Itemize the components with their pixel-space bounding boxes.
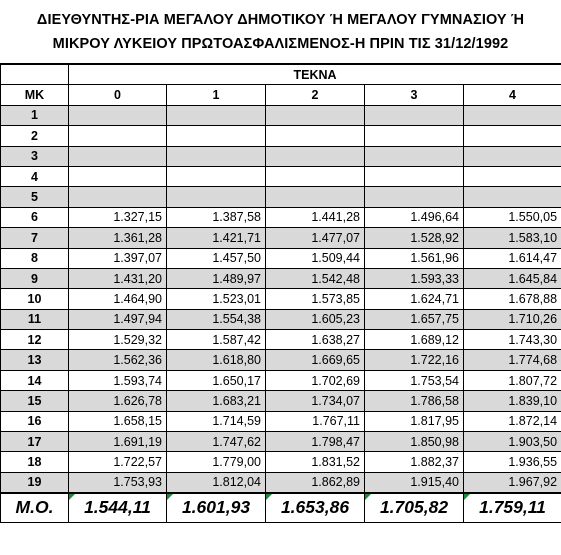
mk-cell: 4 bbox=[1, 166, 69, 186]
mk-cell: 2 bbox=[1, 126, 69, 146]
value-cell: 1.657,75 bbox=[365, 309, 464, 329]
value-cell: 1.798,47 bbox=[266, 432, 365, 452]
mk-cell: 18 bbox=[1, 452, 69, 472]
table-row bbox=[1, 105, 561, 125]
average-value: 1.759,11 bbox=[464, 493, 561, 523]
value-cell bbox=[266, 187, 365, 207]
value-cell: 1.397,07 bbox=[69, 248, 167, 268]
column-header: 4 bbox=[464, 85, 561, 105]
value-cell bbox=[266, 166, 365, 186]
value-cell bbox=[167, 166, 266, 186]
value-cell bbox=[167, 105, 266, 125]
value-cell: 1.624,71 bbox=[365, 289, 464, 309]
value-cell bbox=[69, 187, 167, 207]
average-value: 1.601,93 bbox=[167, 493, 266, 523]
value-cell bbox=[266, 126, 365, 146]
value-cell: 1.839,10 bbox=[464, 391, 561, 411]
value-cell: 1.650,17 bbox=[167, 370, 266, 390]
value-cell: 1.431,20 bbox=[69, 268, 167, 288]
value-cell bbox=[464, 105, 561, 125]
value-cell: 1.361,28 bbox=[69, 228, 167, 248]
value-cell: 1.714,59 bbox=[167, 411, 266, 431]
value-cell: 1.882,37 bbox=[365, 452, 464, 472]
table-row bbox=[1, 411, 561, 431]
value-cell: 1.678,88 bbox=[464, 289, 561, 309]
mk-cell: 9 bbox=[1, 268, 69, 288]
value-cell: 1.457,50 bbox=[167, 248, 266, 268]
value-cell: 1.747,62 bbox=[167, 432, 266, 452]
value-cell bbox=[464, 166, 561, 186]
value-cell: 1.862,89 bbox=[266, 472, 365, 492]
table-row bbox=[1, 187, 561, 207]
value-cell bbox=[464, 126, 561, 146]
table-row bbox=[1, 472, 561, 492]
mk-cell: 17 bbox=[1, 432, 69, 452]
value-cell: 1.850,98 bbox=[365, 432, 464, 452]
value-cell: 1.915,40 bbox=[365, 472, 464, 492]
value-cell bbox=[167, 187, 266, 207]
mk-cell: 5 bbox=[1, 187, 69, 207]
value-cell: 1.872,14 bbox=[464, 411, 561, 431]
value-cell: 1.550,05 bbox=[464, 207, 561, 227]
value-cell: 1.638,27 bbox=[266, 330, 365, 350]
value-cell bbox=[464, 146, 561, 166]
value-cell: 1.831,52 bbox=[266, 452, 365, 472]
table-row bbox=[1, 207, 561, 227]
value-cell: 1.618,80 bbox=[167, 350, 266, 370]
value-cell: 1.477,07 bbox=[266, 228, 365, 248]
mk-cell: 16 bbox=[1, 411, 69, 431]
value-cell bbox=[167, 126, 266, 146]
value-cell bbox=[69, 105, 167, 125]
column-header-row bbox=[1, 85, 561, 105]
column-header: 1 bbox=[167, 85, 266, 105]
value-cell: 1.645,84 bbox=[464, 268, 561, 288]
table-body bbox=[1, 105, 561, 492]
mk-cell: 3 bbox=[1, 146, 69, 166]
value-cell bbox=[266, 146, 365, 166]
value-cell bbox=[69, 146, 167, 166]
value-cell: 1.683,21 bbox=[167, 391, 266, 411]
value-cell bbox=[365, 187, 464, 207]
value-cell bbox=[266, 105, 365, 125]
table-row bbox=[1, 350, 561, 370]
value-cell: 1.807,72 bbox=[464, 370, 561, 390]
value-cell: 1.421,71 bbox=[167, 228, 266, 248]
value-cell bbox=[365, 126, 464, 146]
value-cell: 1.593,74 bbox=[69, 370, 167, 390]
mk-cell: 15 bbox=[1, 391, 69, 411]
value-cell: 1.967,92 bbox=[464, 472, 561, 492]
mk-cell: 8 bbox=[1, 248, 69, 268]
average-row bbox=[1, 493, 561, 523]
average-value: 1.544,11 bbox=[69, 493, 167, 523]
mk-cell: 7 bbox=[1, 228, 69, 248]
value-cell: 1.573,85 bbox=[266, 289, 365, 309]
table-row bbox=[1, 391, 561, 411]
value-cell: 1.583,10 bbox=[464, 228, 561, 248]
value-cell: 1.743,30 bbox=[464, 330, 561, 350]
table-row bbox=[1, 330, 561, 350]
value-cell: 1.767,11 bbox=[266, 411, 365, 431]
mk-cell: 10 bbox=[1, 289, 69, 309]
value-cell: 1.689,12 bbox=[365, 330, 464, 350]
value-cell: 1.702,69 bbox=[266, 370, 365, 390]
value-cell bbox=[464, 187, 561, 207]
value-cell: 1.903,50 bbox=[464, 432, 561, 452]
value-cell: 1.614,47 bbox=[464, 248, 561, 268]
value-cell: 1.710,26 bbox=[464, 309, 561, 329]
value-cell: 1.605,23 bbox=[266, 309, 365, 329]
average-value: 1.705,82 bbox=[365, 493, 464, 523]
value-cell: 1.722,57 bbox=[69, 452, 167, 472]
table-row bbox=[1, 228, 561, 248]
mk-header: ΜΚ bbox=[1, 85, 69, 105]
column-header: 0 bbox=[69, 85, 167, 105]
value-cell: 1.441,28 bbox=[266, 207, 365, 227]
value-cell: 1.509,44 bbox=[266, 248, 365, 268]
value-cell: 1.658,15 bbox=[69, 411, 167, 431]
average-label: Μ.Ο. bbox=[1, 493, 69, 523]
value-cell bbox=[69, 166, 167, 186]
column-header: 3 bbox=[365, 85, 464, 105]
value-cell: 1.626,78 bbox=[69, 391, 167, 411]
value-cell: 1.669,65 bbox=[266, 350, 365, 370]
value-cell: 1.774,68 bbox=[464, 350, 561, 370]
value-cell bbox=[365, 105, 464, 125]
value-cell: 1.812,04 bbox=[167, 472, 266, 492]
value-cell: 1.542,48 bbox=[266, 268, 365, 288]
value-cell: 1.753,93 bbox=[69, 472, 167, 492]
corner-cell bbox=[1, 65, 69, 85]
value-cell: 1.327,15 bbox=[69, 207, 167, 227]
value-cell: 1.734,07 bbox=[266, 391, 365, 411]
value-cell: 1.817,95 bbox=[365, 411, 464, 431]
document-title bbox=[0, 0, 561, 64]
table-row bbox=[1, 268, 561, 288]
column-header: 2 bbox=[266, 85, 365, 105]
value-cell: 1.554,38 bbox=[167, 309, 266, 329]
value-cell: 1.786,58 bbox=[365, 391, 464, 411]
value-cell: 1.561,96 bbox=[365, 248, 464, 268]
table-row bbox=[1, 452, 561, 472]
mk-cell: 6 bbox=[1, 207, 69, 227]
children-group-header: ΤΕΚΝΑ bbox=[69, 65, 561, 85]
value-cell bbox=[365, 146, 464, 166]
table-row bbox=[1, 166, 561, 186]
title-line-1: ΔΙΕΥΘΥΝΤΗΣ-ΡΙΑ ΜΕΓΑΛΟΥ ΔΗΜΟΤΙΚΟΥ Ή ΜΕΓΑΛΟΥ ΓΥΜΝΑΣΙΟΥ Ή bbox=[36, 11, 525, 28]
mk-cell: 11 bbox=[1, 309, 69, 329]
value-cell: 1.936,55 bbox=[464, 452, 561, 472]
title-line-2: ΜΙΚΡΟΥ ΛΥΚΕΙΟΥ ΠΡΩΤΟΑΣΦΑΛΙΣΜΕΝΟΣ-Η ΠΡΙΝ ΤΙΣ 31/12/1992 bbox=[52, 35, 509, 52]
table-row bbox=[1, 146, 561, 166]
average-value: 1.653,86 bbox=[266, 493, 365, 523]
mk-cell: 19 bbox=[1, 472, 69, 492]
table-row bbox=[1, 370, 561, 390]
value-cell bbox=[365, 166, 464, 186]
value-cell bbox=[69, 126, 167, 146]
mk-cell: 12 bbox=[1, 330, 69, 350]
value-cell: 1.387,58 bbox=[167, 207, 266, 227]
value-cell: 1.496,64 bbox=[365, 207, 464, 227]
value-cell: 1.489,97 bbox=[167, 268, 266, 288]
value-cell: 1.722,16 bbox=[365, 350, 464, 370]
value-cell: 1.529,32 bbox=[69, 330, 167, 350]
table-row bbox=[1, 248, 561, 268]
value-cell: 1.528,92 bbox=[365, 228, 464, 248]
value-cell: 1.523,01 bbox=[167, 289, 266, 309]
value-cell: 1.593,33 bbox=[365, 268, 464, 288]
mk-cell: 14 bbox=[1, 370, 69, 390]
value-cell: 1.587,42 bbox=[167, 330, 266, 350]
value-cell bbox=[167, 146, 266, 166]
table-row bbox=[1, 309, 561, 329]
salary-table bbox=[0, 64, 561, 523]
value-cell: 1.562,36 bbox=[69, 350, 167, 370]
mk-cell: 1 bbox=[1, 105, 69, 125]
table-row bbox=[1, 126, 561, 146]
value-cell: 1.464,90 bbox=[69, 289, 167, 309]
value-cell: 1.779,00 bbox=[167, 452, 266, 472]
mk-cell: 13 bbox=[1, 350, 69, 370]
table-row bbox=[1, 289, 561, 309]
group-header-row bbox=[1, 65, 561, 85]
value-cell: 1.691,19 bbox=[69, 432, 167, 452]
value-cell: 1.753,54 bbox=[365, 370, 464, 390]
table-row bbox=[1, 432, 561, 452]
value-cell: 1.497,94 bbox=[69, 309, 167, 329]
